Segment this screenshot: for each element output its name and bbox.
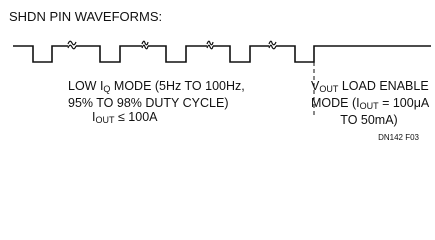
break-symbol [207, 41, 213, 49]
load-enable-mode-annotation: $V_{OUT}$ LOAD ENABLE MODE ($I_{OUT} = 100\mu A$ TO 50mA) [311, 79, 430, 127]
waveform-trace [13, 46, 431, 62]
low-iq-mode-annotation: LOW $I_Q$ MODE (5Hz TO 100Hz, 95% TO 98% DUTY CYCLE) $I_{OUT} \le 100A$ [68, 79, 245, 125]
break-symbol [142, 41, 148, 49]
break-symbol [68, 41, 76, 49]
diagram-title: SHDN PIN WAVEFORMS: [9, 9, 163, 24]
figure-id: DN142 F03 [378, 133, 419, 142]
break-symbol [269, 41, 276, 49]
